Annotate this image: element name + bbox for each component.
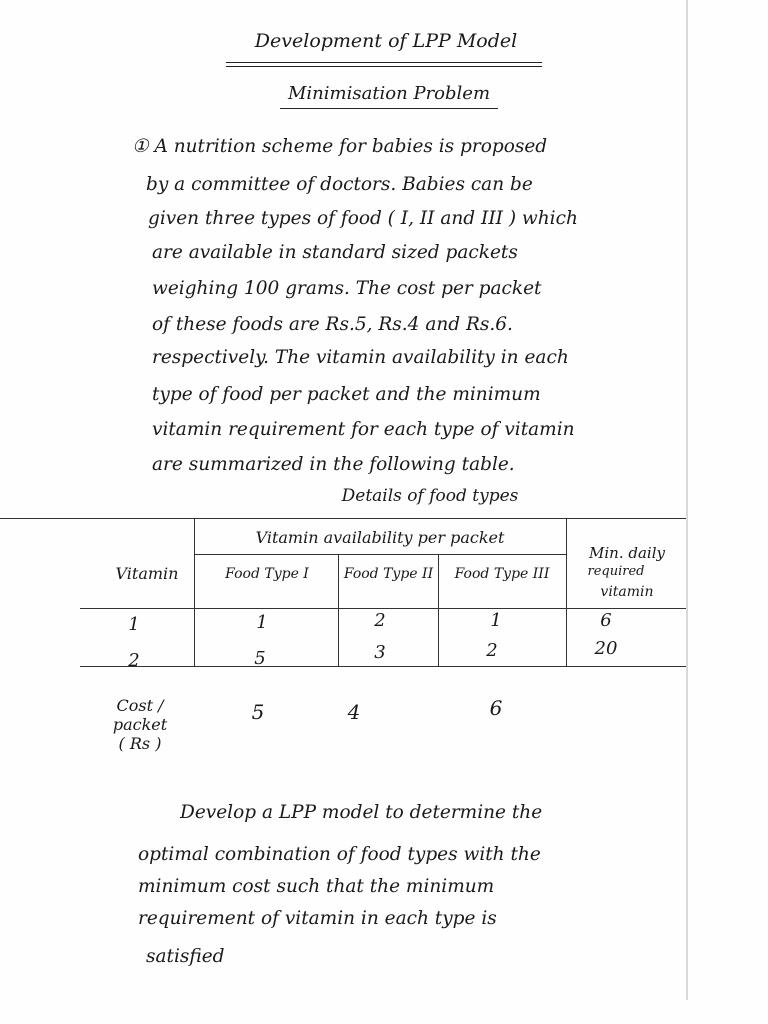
group-header-rule	[194, 554, 566, 555]
header-vitamin: Vitamin	[115, 564, 179, 583]
problem-line: ① A nutrition scheme for babies is proposed	[132, 136, 548, 157]
cost-label-line-1: Cost / packet	[112, 696, 168, 735]
row-2-vitamin: 2	[128, 650, 140, 671]
header-food-type-3: Food Type III	[454, 566, 550, 582]
row-1-food-3: 1	[490, 610, 502, 631]
header-min-daily: Min. daily	[589, 544, 665, 562]
problem-line: weighing 100 grams. The cost per packet	[152, 278, 542, 299]
table-top-rule	[0, 518, 686, 519]
header-bottom-rule	[80, 608, 686, 609]
row-2-min: 20	[594, 638, 618, 659]
row-1-min: 6	[600, 610, 612, 631]
header-food-type-1: Food Type I	[225, 566, 309, 582]
problem-line: respectively. The vitamin availability in each	[152, 347, 569, 368]
task-line: satisfied	[146, 946, 225, 967]
table-bottom-rule	[80, 666, 686, 667]
row-2-food-3: 2	[486, 640, 498, 661]
row-1-vitamin: 1	[128, 614, 140, 635]
header-food-type-2: Food Type II	[343, 566, 434, 582]
cost-food-2: 4	[347, 700, 361, 724]
title-underline	[226, 62, 542, 63]
row-2-food-1: 5	[254, 648, 266, 669]
problem-line: of these foods are Rs.5, Rs.4 and Rs.6.	[152, 314, 513, 335]
problem-line: are summarized in the following table.	[152, 454, 515, 475]
page-edge	[686, 0, 688, 1000]
page-subtitle: Minimisation Problem	[287, 83, 491, 104]
vitamin-table	[0, 518, 686, 671]
problem-line: vitamin requirement for each type of vitamin	[152, 419, 575, 440]
row-2-food-2: 3	[374, 642, 386, 663]
header-vitamin-availability: Vitamin availability per packet	[255, 528, 505, 547]
header-min-required: required	[587, 564, 645, 579]
cost-label-line-2: ( Rs )	[118, 734, 162, 754]
table-caption: Details of food types	[341, 486, 519, 506]
task-line: requirement of vitamin in each type is	[138, 908, 497, 929]
task-line: Develop a LPP model to determine the	[180, 802, 543, 823]
problem-line: are available in standard sized packets	[152, 242, 518, 263]
column-divider	[566, 518, 567, 666]
cost-row-label	[90, 696, 190, 754]
cost-food-1: 5	[251, 700, 265, 724]
title-underline-2	[226, 66, 542, 67]
header-min-vitamin: vitamin	[600, 584, 654, 600]
problem-line: type of food per packet and the minimum	[152, 384, 541, 405]
subtitle-underline	[280, 108, 498, 109]
row-1-food-1: 1	[256, 612, 268, 633]
task-line: minimum cost such that the minimum	[138, 876, 495, 897]
column-divider	[194, 518, 195, 666]
task-line: optimal combination of food types with the	[138, 844, 541, 865]
row-1-food-2: 2	[374, 610, 386, 631]
page-title: Development of LPP Model	[254, 30, 518, 52]
problem-line: by a committee of doctors. Babies can be	[146, 174, 533, 195]
problem-line: given three types of food ( I, II and III ) which	[148, 208, 578, 229]
cost-food-3: 6	[489, 696, 503, 720]
